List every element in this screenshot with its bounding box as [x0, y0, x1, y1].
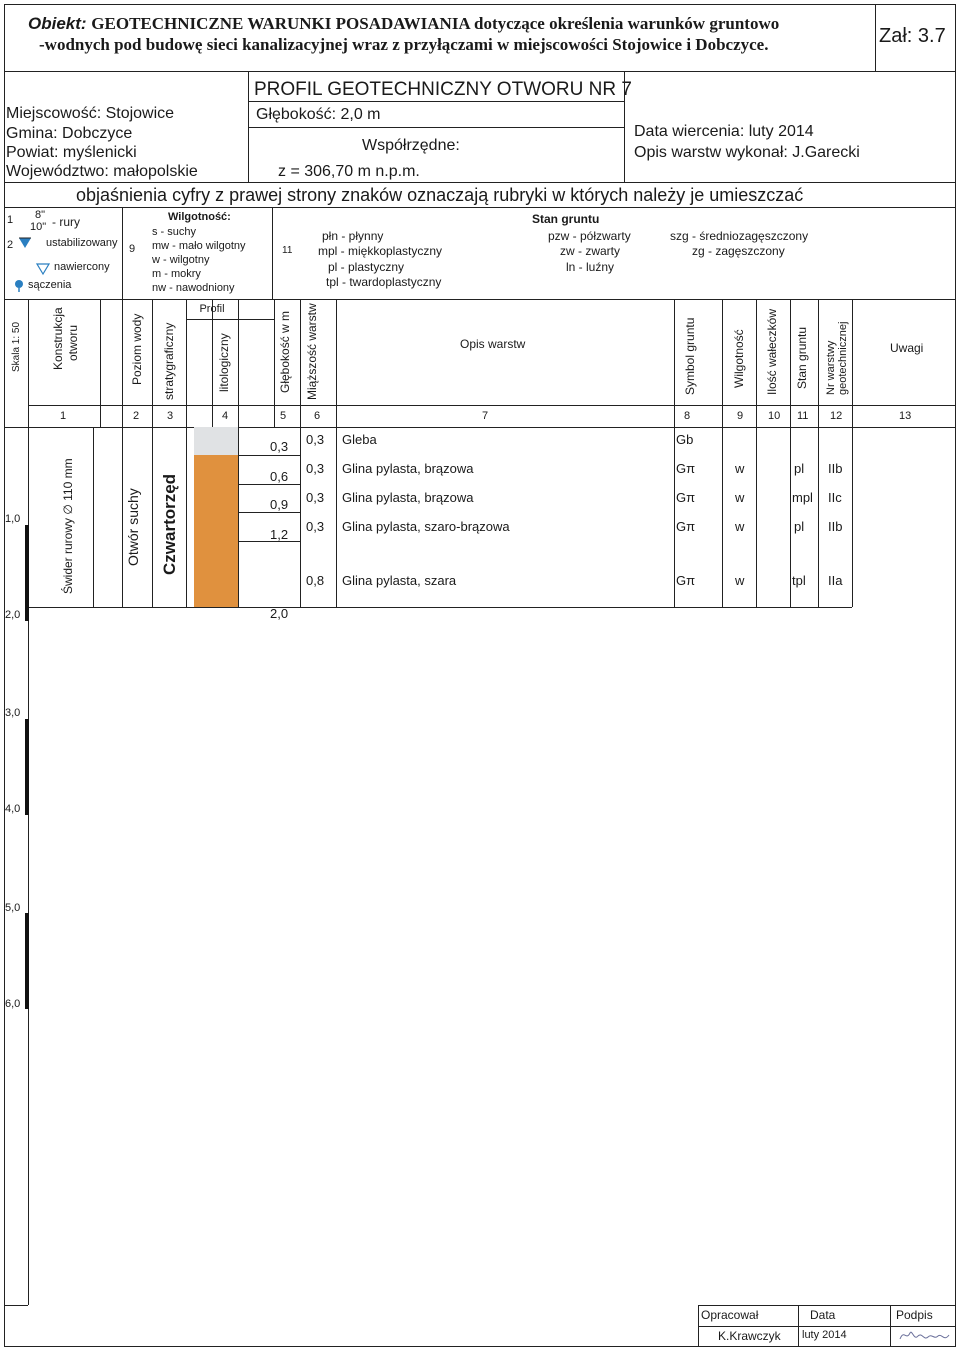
described-by: Opis warstw wykonał: J.Garecki: [634, 144, 860, 161]
construction-text: Świder rurowy ∅ 110 mm: [61, 458, 75, 594]
profile-title: PROFIL GEOTECHNICZNY OTWORU NR 7: [254, 79, 632, 100]
author-name: K.Krawczyk: [718, 1329, 781, 1343]
col-header-thickness: Miąższość warstw: [305, 303, 319, 400]
state-item: mpl - miękkoplastyczny: [318, 244, 443, 258]
layer-state: mpl: [792, 490, 813, 505]
layer-moisture: w: [735, 490, 745, 505]
layer-number: IIc: [828, 490, 842, 505]
col-number: 6: [314, 410, 321, 422]
col-header-layer-no: Nr warstwy: [825, 340, 837, 395]
col-header-depth: Głębokość w m: [278, 310, 292, 393]
date-label: Data: [810, 1308, 836, 1322]
scale-mark: 6,0: [5, 998, 21, 1010]
scale-mark: 4,0: [5, 803, 21, 815]
col-number: 5: [280, 410, 287, 422]
pipe-numerator: 8": [35, 209, 46, 221]
stabilized-water-icon: [18, 236, 32, 250]
prepared-by-label: Opracował: [701, 1308, 759, 1322]
layer-symbol: Gπ: [676, 519, 696, 534]
scale-bar: [25, 719, 29, 815]
layer-state: pl: [794, 519, 805, 534]
moisture-item: nw - nawodniony: [152, 282, 235, 294]
moisture-title: Wilgotność:: [168, 211, 231, 223]
depth-mark: 2,0: [270, 606, 289, 621]
col-number: 1: [60, 410, 67, 422]
state-item: płn - płynny: [322, 229, 384, 243]
layer-thickness: 0,3: [306, 519, 325, 534]
seepage-icon: [14, 279, 24, 293]
layer-description: Glina pylasta, szara: [342, 573, 457, 588]
col-header-layer-no-2: geotechnicznej: [837, 321, 849, 395]
drill-date: Data wiercenia: luty 2014: [634, 123, 814, 140]
attachment-number: Zał: 3.7: [879, 25, 946, 47]
layer-thickness: 0,3: [306, 432, 325, 447]
drilled-label: nawiercony: [54, 261, 110, 273]
layer-number: IIb: [828, 461, 843, 476]
pipe-denominator: 10": [30, 221, 47, 233]
col-header-stratigraphic: stratygraficzny: [162, 322, 176, 400]
state-item: pl - plastyczny: [328, 260, 405, 274]
commune: Gmina: Dobczyce: [6, 125, 133, 142]
compaction-item: zg - zagęszczony: [692, 244, 785, 258]
drilled-water-icon: [36, 262, 50, 276]
elevation: z = 306,70 m n.p.m.: [278, 163, 420, 180]
moisture-item: m - mokry: [152, 268, 201, 280]
explanation-note: objaśnienia cyfry z prawej strony znaków oznaczają rubryki w których należy je umieszczać: [76, 185, 804, 205]
col-header-construction: Konstrukcja: [51, 307, 65, 370]
locality: Miejscowość: Stojowice: [6, 105, 175, 122]
col-header-rolls: Ilość wałeczków: [765, 308, 779, 395]
layer-description: Glina pylasta, szaro-brązowa: [342, 519, 510, 534]
scale-bar: [25, 525, 29, 621]
layer-thickness: 0,3: [306, 461, 325, 476]
moisture-item: w - wilgotny: [152, 254, 210, 266]
layer-symbol: Gπ: [676, 461, 696, 476]
col-header-profile: Profil: [199, 303, 225, 315]
depth-mark: 1,2: [270, 527, 289, 542]
lithology-clay: [194, 455, 238, 607]
depth-mark: 0,3: [270, 439, 289, 454]
col-number: 4: [222, 410, 229, 422]
col-header-soil-symbol: Symbol gruntu: [683, 317, 697, 395]
layer-symbol: Gπ: [676, 490, 696, 505]
stratigraphy-text: Czwartorzęd: [160, 473, 179, 575]
layer-description: Gleba: [342, 432, 377, 447]
prepared-date: luty 2014: [802, 1329, 847, 1341]
col-number: 7: [482, 410, 489, 422]
compaction-item: szg - średniozagęszczony: [670, 229, 809, 243]
layer-moisture: w: [735, 573, 745, 588]
object-title-2: -wodnych pod budowę sieci kanalizacyjnej wraz z przyłączami w miejscowości Stojowice i Dobczyce.: [39, 35, 769, 54]
water-level-text: Otwór suchy: [125, 488, 141, 566]
scale-mark: 1,0: [5, 513, 21, 525]
col-number: 11: [797, 410, 809, 422]
col-header-lithologic: litologiczny: [217, 333, 231, 392]
scale-bar: [25, 913, 29, 1009]
col-number: 2: [133, 410, 140, 422]
state-item: ln - luźny: [566, 260, 615, 274]
col-header-soil-state: Stan gruntu: [795, 326, 809, 389]
seepage-label: sączenia: [28, 279, 72, 291]
county: Powiat: myślenicki: [6, 144, 137, 161]
object-title-1: GEOTECHNICZNE WARUNKI POSADAWIANIA dotyczące określenia warunków gruntowo: [91, 14, 780, 33]
col-header-water-level: Poziom wody: [130, 313, 144, 385]
pipe-label: - rury: [52, 215, 80, 229]
handwritten-signature: [896, 1327, 952, 1345]
scale-label: Skala 1: 50: [11, 321, 22, 372]
moisture-item: mw - mało wilgotny: [152, 240, 246, 252]
legend-num-2: 2: [7, 239, 14, 251]
layer-state: pl: [794, 461, 805, 476]
layer-number: IIb: [828, 519, 843, 534]
layer-description: Glina pylasta, brązowa: [342, 490, 474, 505]
coordinates-label: Współrzędne:: [362, 137, 460, 154]
info-block: [4, 72, 956, 1347]
layer-thickness: 0,3: [306, 490, 325, 505]
layer-moisture: w: [735, 519, 745, 534]
moisture-item: s - suchy: [152, 226, 197, 238]
object-line-1: [28, 15, 779, 32]
layer-state: tpl: [792, 573, 806, 588]
col-header-moisture: Wilgotność: [732, 329, 746, 388]
col-header-remarks: Uwagi: [890, 341, 924, 355]
state-item: zw - zwarty: [560, 244, 620, 258]
scale-mark: 5,0: [5, 902, 21, 914]
legend-num-11: 11: [282, 245, 293, 256]
layer-symbol: Gb: [676, 432, 694, 447]
col-header-construction-2: otworu: [66, 324, 80, 361]
scale-mark: 2,0: [5, 609, 21, 621]
col-number: 12: [830, 410, 843, 422]
object-prefix: Obiekt:: [28, 14, 87, 33]
depth-mark: 0,9: [270, 497, 289, 512]
depth-mark: 0,6: [270, 469, 289, 484]
legend-num-9: 9: [129, 243, 136, 255]
scale-mark: 3,0: [5, 707, 21, 719]
col-number: 3: [167, 410, 174, 422]
col-number: 13: [899, 410, 912, 422]
col-number: 9: [737, 410, 744, 422]
lithology-soil: [194, 427, 238, 455]
state-item: tpl - twardoplastyczny: [326, 275, 442, 289]
col-number: 10: [768, 410, 781, 422]
layer-moisture: w: [735, 461, 745, 476]
legend-num-1: 1: [7, 214, 14, 226]
layer-thickness: 0,8: [306, 573, 325, 588]
col-header-description: Opis warstw: [460, 337, 526, 351]
layer-description: Glina pylasta, brązowa: [342, 461, 474, 476]
layer-symbol: Gπ: [676, 573, 696, 588]
state-item: pzw - półzwarty: [548, 229, 631, 243]
layer-number: IIa: [828, 573, 843, 588]
signature-label: Podpis: [896, 1308, 933, 1322]
state-title: Stan gruntu: [532, 212, 600, 226]
stabilized-label: ustabilizowany: [46, 237, 118, 249]
voivodeship: Województwo: małopolskie: [6, 163, 198, 180]
depth-info: Głębokość: 2,0 m: [256, 106, 381, 123]
col-number: 8: [684, 410, 691, 422]
